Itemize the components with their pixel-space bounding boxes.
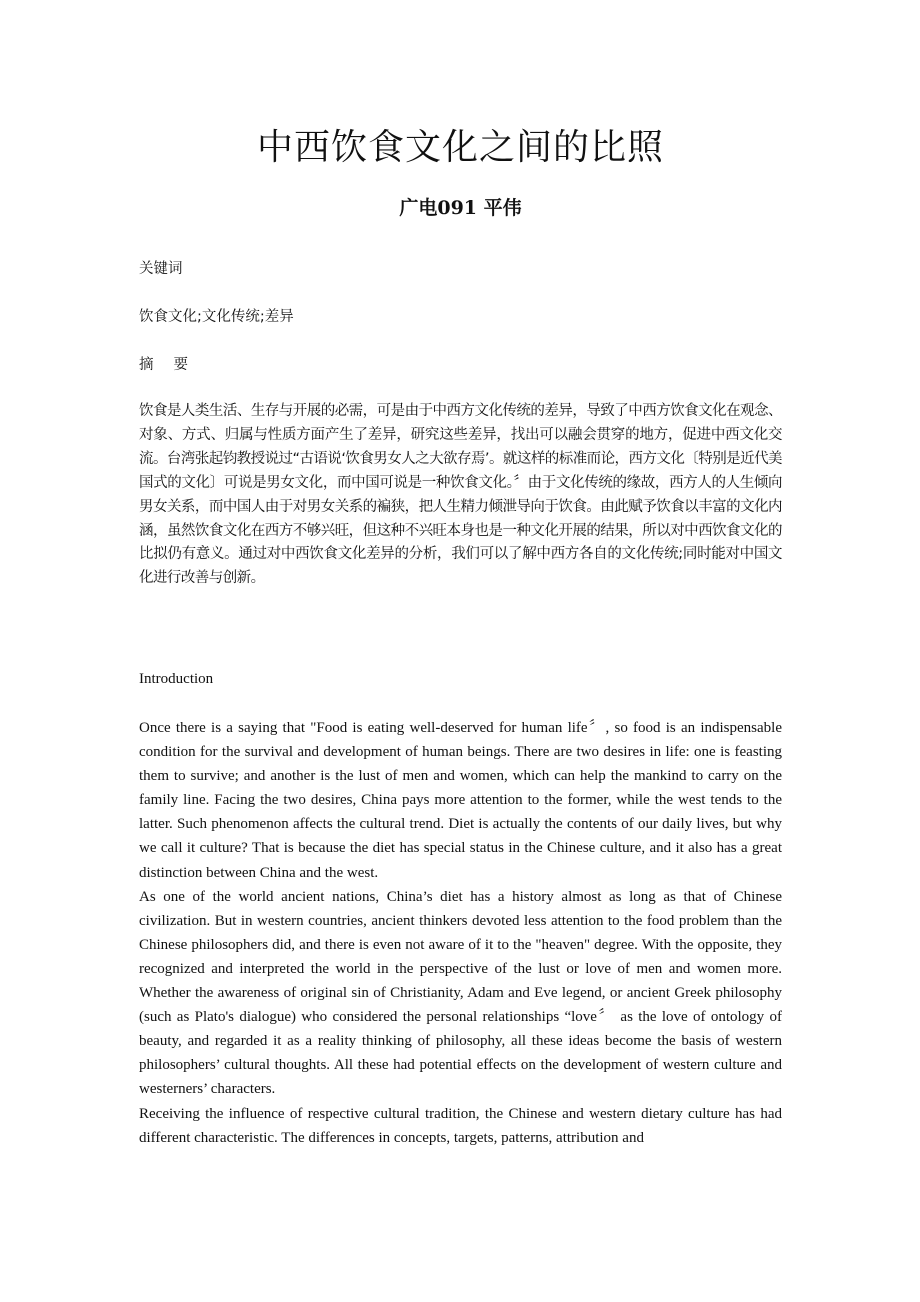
paragraph-3: Receiving the influence of respective cultural tradition, the Chinese and western dietary culture has had different characteristic. The differences in concepts, targets, patterns, attribution and <box>139 1105 782 1146</box>
introduction-body <box>139 716 782 1150</box>
abstract-label-part2: 要 <box>173 357 188 373</box>
abstract-text: 饮食是人类生活、生存与开展的必需，可是由于中西方文化传统的差异，导致了中西方饮食文化在观念、对象、方式、归属与性质方面产生了差异，研究这些差异，找出可以融会贯穿的地方，促进中西文化交流。台湾张起钧教授说过“古语说‘饮食男女人之大欲存焉’。就这样的标准而论，西方文化〔特别是近代美国式的文化〕可说是男女文化，而中国可说是一种饮食文化。〞由于文化传统的缘故，西方人的人生倾向男女关系，而中国人由于对男女关系的褊狭，把人生精力倾泄导向于饮食。由此赋予饮食以丰富的文化内涵，虽然饮食文化在西方不够兴旺，但这种不兴旺本身也是一种文化开展的结果，所以对中西饮食文化的比拟仍有意义。通过对中西饮食文化差异的分析，我们可以了解中西方各自的文化传统;同时能对中国文化进行改善与创新。 <box>139 403 782 587</box>
introduction-heading: Introduction <box>139 671 214 687</box>
paragraph-2: As one of the world ancient nations, China’s diet has a history almost as long as that of Chinese civilization. But in western countries, ancient thinkers devoted less attention to the food problem than the Chinese philosophers did, and there is even not aware of it to the "heaven" degree. With the opposite, they recognized and interpreted the world in the perspective of the lust or love of men and women more. Whether the awareness of original sin of Christianity, Adam and Eve legend, or ancient Greek philosophy (such as Plato's dialogue) who considered the personal relationships “love〞 as the love of ontology of beauty, and regarded it as a reality thinking of philosophy, all these ideas become the basis of western philosophers’ cultural thoughts. All these had potential effects on the development of western culture and westerners’ characters. <box>139 888 782 1098</box>
document-title: 中西饮食文化之间的比照 <box>256 127 664 168</box>
keywords-list: 饮食文化;文化传统;差异 <box>139 309 294 325</box>
author-line: 广电091 平伟 <box>399 197 522 219</box>
paragraph-1: Once there is a saying that "Food is eating well-deserved for human life〞, so food is an indispensable condition for the survival and development of human beings. There are two desires in life: one is feasting them to survive; and another is the lust of men and women, which can help the mankind to carry on the family line. Facing the two desires, China pays more attention to the former, while the west tends to the latter. Such phenomenon affects the cultural trend. Diet is actually the contents of our daily lives, but why we call it culture? That is because the diet has special status in the Chinese culture, and it also has a great distinction between China and the west. <box>139 720 782 881</box>
keywords-label: 关键词 <box>139 261 183 277</box>
abstract-label-part1: 摘 <box>139 357 154 373</box>
abstract-label <box>139 354 188 376</box>
